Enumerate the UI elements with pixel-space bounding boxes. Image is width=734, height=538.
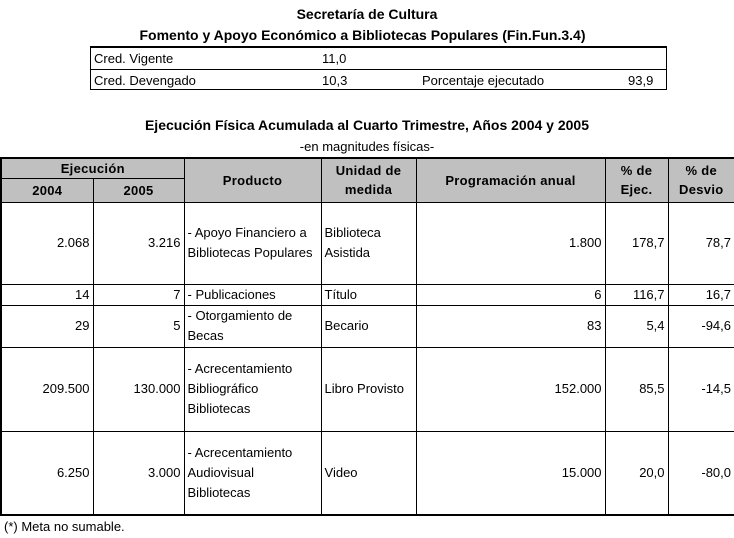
cell-producto: - Acrecentamiento Audiovisual Bibliotecas — [184, 431, 321, 515]
table-row — [1, 284, 734, 305]
cell-producto: - Apoyo Financiero a Bibliotecas Populares — [184, 202, 321, 284]
cell-programacion: 152.000 — [416, 347, 605, 431]
cred-vigente-value: 11,0 — [322, 51, 347, 66]
cell-unidad: Libro Provisto — [321, 347, 416, 431]
header-2004: 2004 — [1, 178, 93, 202]
table-row — [1, 431, 734, 515]
cell-2005: 130.000 — [93, 347, 184, 431]
header-2005: 2005 — [93, 178, 184, 202]
page-title: Secretaría de Cultura — [296, 6, 438, 22]
cell-unidad: Becario — [321, 305, 416, 347]
cell-pct-desvio: 78,7 — [668, 202, 734, 284]
program-title: Fomento y Apoyo Económico a Bibliotecas Populares (Fin.Fun.3.4) — [139, 27, 586, 43]
cell-pct-ejec: 178,7 — [605, 202, 668, 284]
cred-vigente-label: Cred. Vigente — [94, 51, 174, 66]
cell-2004: 29 — [1, 305, 93, 347]
porcentaje-label: Porcentaje ejecutado — [422, 73, 545, 88]
cred-devengado-label: Cred. Devengado — [94, 73, 196, 88]
cell-producto: - Otorgamiento de Becas — [184, 305, 321, 347]
table-row — [1, 347, 734, 431]
cell-pct-ejec: 20,0 — [605, 431, 668, 515]
cell-pct-ejec: 5,4 — [605, 305, 668, 347]
cell-pct-ejec: 116,7 — [605, 284, 668, 305]
header-pct-desvio: % de Desvio — [668, 158, 734, 202]
cell-pct-desvio: -80,0 — [668, 431, 734, 515]
cell-programacion: 6 — [416, 284, 605, 305]
cell-2004: 14 — [1, 284, 93, 305]
porcentaje-value: 93,9 — [628, 73, 654, 88]
cell-2005: 5 — [93, 305, 184, 347]
summary-row-devengado — [91, 69, 666, 90]
cell-2004: 209.500 — [1, 347, 93, 431]
header-pct-ejec: % de Ejec. — [605, 158, 668, 202]
header-unidad: Unidad de medida — [321, 158, 416, 202]
cell-2005: 3.000 — [93, 431, 184, 515]
cell-programacion: 83 — [416, 305, 605, 347]
cell-pct-desvio: -94,6 — [668, 305, 734, 347]
cell-pct-desvio: 16,7 — [668, 284, 734, 305]
cell-unidad: Biblioteca Asistida — [321, 202, 416, 284]
cell-programacion: 1.800 — [416, 202, 605, 284]
execution-table — [0, 157, 734, 516]
summary-row-vigente — [91, 48, 666, 69]
section-subtitle: -en magnitudes físicas- — [299, 139, 435, 154]
table-row — [1, 202, 734, 284]
cell-programacion: 15.000 — [416, 431, 605, 515]
cred-devengado-value: 10,3 — [322, 73, 348, 88]
cell-2004: 2.068 — [1, 202, 93, 284]
header-ejecucion: Ejecución — [1, 158, 184, 178]
cell-producto: - Publicaciones — [184, 284, 321, 305]
cell-producto: - Acrecentamiento Bibliográfico Bibliotecas — [184, 347, 321, 431]
table-row — [1, 305, 734, 347]
cell-2004: 6.250 — [1, 431, 93, 515]
header-programacion: Programación anual — [416, 158, 605, 202]
section-title: Ejecución Física Acumulada al Cuarto Trimestre, Años 2004 y 2005 — [144, 117, 590, 133]
budget-summary — [90, 46, 667, 90]
cell-2005: 7 — [93, 284, 184, 305]
cell-unidad: Título — [321, 284, 416, 305]
cell-2005: 3.216 — [93, 202, 184, 284]
cell-pct-desvio: -14,5 — [668, 347, 734, 431]
cell-pct-ejec: 85,5 — [605, 347, 668, 431]
cell-unidad: Video — [321, 431, 416, 515]
header-producto: Producto — [184, 158, 321, 202]
footnote: (*) Meta no sumable. — [4, 519, 125, 534]
